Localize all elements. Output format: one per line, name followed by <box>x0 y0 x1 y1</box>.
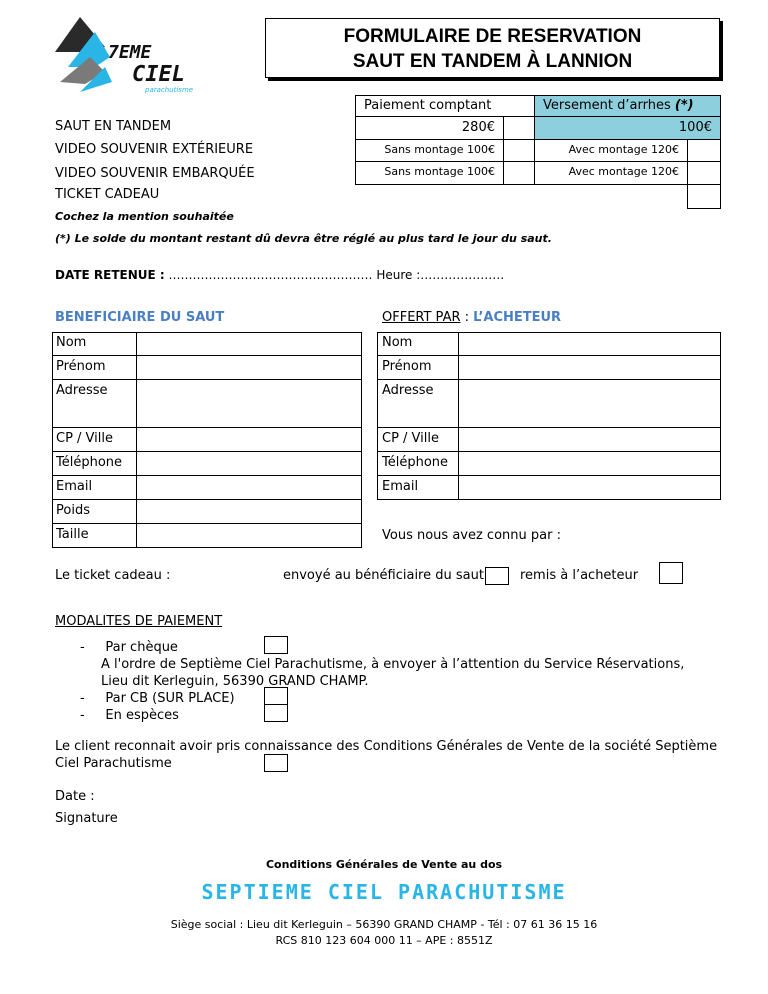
checkbox-cb[interactable] <box>264 687 288 705</box>
ticket-label: Le ticket cadeau : <box>55 568 171 583</box>
checkbox-cgv[interactable] <box>264 754 288 772</box>
date-dots[interactable]: …………………………………………… Heure :………………… <box>168 268 505 282</box>
saut-comptant-value: 280€ <box>461 120 495 135</box>
buy-label-nom: Nom <box>382 335 413 350</box>
company-logo <box>50 12 200 97</box>
logo-sub: parachutisme <box>145 86 194 94</box>
checkbox-especes[interactable] <box>264 704 288 722</box>
ben-label-taille: Taille <box>56 527 89 542</box>
siege-social: Siège social : Lieu dit Kerleguin – 56390 GRAND CHAMP - Tél : 07 61 36 15 16 <box>170 918 598 931</box>
video-emb-avec-label: Avec montage 120€ <box>568 165 679 178</box>
checkbox-saut-comptant[interactable] <box>503 116 535 140</box>
ben-label-prenom: Prénom <box>56 359 106 374</box>
col2-marker: (*) <box>674 98 694 113</box>
ben-label-telephone: Téléphone <box>56 455 123 470</box>
buy-divider <box>377 451 721 452</box>
payment-list <box>80 639 684 724</box>
beneficiary-heading: BENEFICIAIRE DU SAUT <box>55 310 225 325</box>
logo-line2: CIEL <box>132 62 185 87</box>
form-title <box>265 18 720 78</box>
ben-divider <box>52 499 362 500</box>
title-line1: FORMULAIRE DE RESERVATION <box>343 26 642 47</box>
header-paiement-comptant <box>355 95 535 117</box>
ben-divider <box>52 427 362 428</box>
known-by-label: Vous nous avez connu par : <box>382 528 561 543</box>
ben-label-nom: Nom <box>56 335 87 350</box>
title-line2: SAUT EN TANDEM À LANNION <box>352 51 633 72</box>
cgv-line1: Le client reconnait avoir pris connaissance des Conditions Générales de Vente de la société Septième <box>55 739 718 754</box>
row-video-emb-label: VIDEO SOUVENIR EMBARQUÉE <box>55 166 255 181</box>
cheque-line3: Lieu dit Kerleguin, 56390 GRAND CHAMP. <box>101 674 369 689</box>
ticket-opt2-label: remis à l’acheteur <box>520 568 639 583</box>
note-check: Cochez la mention souhaitée <box>55 210 234 223</box>
rcs-ape: RCS 810 123 604 000 11 – APE : 8551Z <box>275 934 493 947</box>
cheque-line2: A l'ordre de Septième Ciel Parachutisme, à envoyer à l’attention du Service Réservations, <box>101 657 685 672</box>
video-ext-sans-label: Sans montage 100€ <box>384 143 495 156</box>
ben-label-cp-ville: CP / Ville <box>56 431 114 446</box>
checkbox-video-emb-sans[interactable] <box>503 161 535 185</box>
buyer-heading-prefix: OFFERT PAR <box>382 310 461 325</box>
header-versement-arrhes <box>534 95 721 117</box>
cgv-back-note: Conditions Générales de Vente au dos <box>265 858 503 871</box>
buy-label-email: Email <box>382 479 419 494</box>
checkbox-video-ext-avec[interactable] <box>687 139 721 162</box>
buy-label-adresse: Adresse <box>382 383 434 398</box>
beneficiary-col-divider <box>136 332 137 548</box>
buy-label-prenom: Prénom <box>382 359 432 374</box>
payment-heading: MODALITES DE PAIEMENT <box>55 614 223 629</box>
cgv-line2: Ciel Parachutisme <box>55 756 172 771</box>
buy-divider <box>377 475 721 476</box>
cash-label: En espèces <box>105 708 179 723</box>
buyer-heading-sep: : <box>460 310 474 325</box>
row-ticket-label: TICKET CADEAU <box>55 187 160 202</box>
cell-video-ext-sans[interactable] <box>355 139 504 162</box>
checkbox-video-emb-avec[interactable] <box>687 161 721 185</box>
payment-item-cb: - Par CB (SUR PLACE) <box>80 691 235 706</box>
video-emb-sans-label: Sans montage 100€ <box>384 165 495 178</box>
checkbox-cheque[interactable] <box>264 636 288 654</box>
row-saut-label: SAUT EN TANDEM <box>55 119 172 134</box>
ben-divider <box>52 355 362 356</box>
ben-divider <box>52 523 362 524</box>
ben-divider <box>52 379 362 380</box>
checkbox-remis-acheteur[interactable] <box>659 562 683 584</box>
ben-label-poids: Poids <box>56 503 90 518</box>
row-video-ext-label: VIDEO SOUVENIR EXTÉRIEURE <box>55 142 254 157</box>
cell-video-ext-avec[interactable] <box>534 139 688 162</box>
payment-item-cheque: - Par chèque <box>80 640 178 655</box>
date-sign-label: Date : <box>55 789 95 804</box>
video-ext-avec-label: Avec montage 120€ <box>568 143 679 156</box>
col2-header-label: Versement d’arrhes <box>543 98 671 113</box>
date-label: DATE RETENUE : <box>55 268 165 282</box>
ben-label-adresse: Adresse <box>56 383 108 398</box>
checkbox-video-ext-sans[interactable] <box>503 139 535 162</box>
ticket-opt1-label: envoyé au bénéficiaire du saut <box>283 568 484 583</box>
checkbox-envoye-beneficiaire[interactable] <box>485 567 509 585</box>
cell-saut-comptant[interactable] <box>355 116 504 140</box>
cell-video-emb-avec[interactable] <box>534 161 688 185</box>
buyer-heading-main: L’ACHETEUR <box>473 310 562 325</box>
ben-divider <box>52 475 362 476</box>
note-balance: (*) Le solde du montant restant dû devra être réglé au plus tard le jour du saut. <box>55 232 552 245</box>
cell-video-emb-sans[interactable] <box>355 161 504 185</box>
buy-label-telephone: Téléphone <box>382 455 449 470</box>
brand-wordmark: SEPTIEME CIEL PARACHUTISME <box>201 880 567 904</box>
col1-header-label: Paiement comptant <box>364 98 492 113</box>
buy-label-cp-ville: CP / Ville <box>382 431 440 446</box>
checkbox-ticket-cadeau[interactable] <box>687 184 721 209</box>
buy-divider <box>377 379 721 380</box>
payment-item-cash: - En espèces <box>80 708 179 723</box>
date-line <box>55 268 504 282</box>
buyer-heading <box>382 310 561 325</box>
cheque-label: Par chèque <box>105 640 178 655</box>
cgv-text <box>55 738 717 772</box>
signature-label: Signature <box>55 811 118 826</box>
cb-label: Par CB (SUR PLACE) <box>105 691 235 706</box>
saut-arrhes-value: 100€ <box>678 120 712 135</box>
cell-saut-arrhes[interactable] <box>534 116 721 140</box>
ben-divider <box>52 451 362 452</box>
buy-divider <box>377 427 721 428</box>
buy-divider <box>377 355 721 356</box>
ben-label-email: Email <box>56 479 93 494</box>
logo-line1: 7EME <box>108 42 152 63</box>
